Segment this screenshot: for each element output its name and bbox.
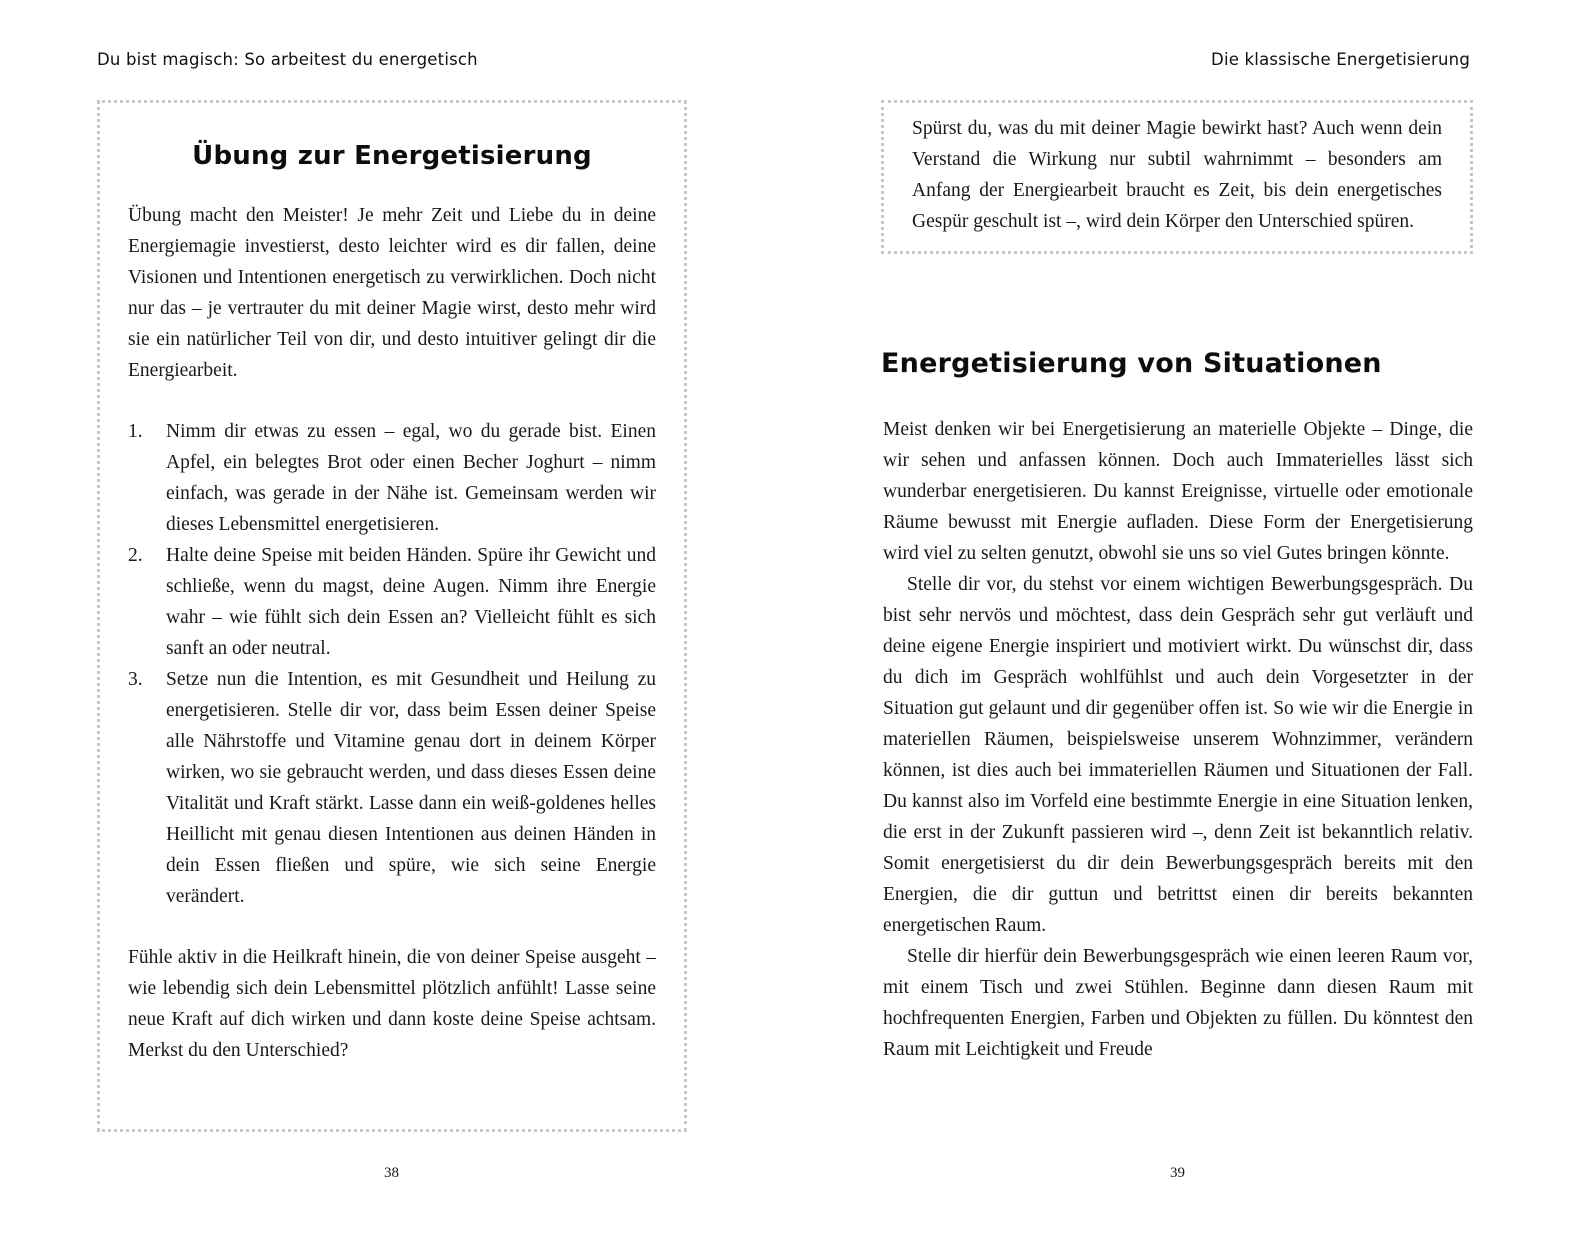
exercise-box — [97, 100, 687, 1132]
exercise-continuation-paragraph: Spürst du, was du mit deiner Magie bewirkt hast? Auch wenn dein Verstand die Wirkung nur subtil wahrnimmt – besonders am Anfang der Energiearbeit braucht es Zeit, bis dein energetisches Gespür geschult ist –, wird dein Körper den Unterschied spüren. — [912, 118, 1442, 232]
body-paragraph: Stelle dir vor, du stehst vor einem wichtigen Bewerbungsgespräch. Du bist sehr nervös und möchtest, dass dein Gespräch sehr gut verläuft und deine eigene Energie inspiriert und motiviert wirkt. Du wünschst dir, dass du dich im Gespräch wohlfühlst und auch dein Vorgesetzter in der Situation gut gelaunt und dir gegenüber offen ist. So wie wir die Energie in materiellen Räumen, beispielsweise unserem Wohnzimmer, verändern können, ist dies auch bei immateriellen Räumen und Situationen der Fall. Du kannst also im Vorfeld eine bestimmte Energie in eine Situation lenken, die erst in der Zukunft passieren wird –, denn Zeit ist bekanntlich relativ. Somit energetisierst du dir dein Bewerbungsgespräch bereits mit den Energien, die dir guttun und betrittst einen dir bereits bekannten energetischen Raum. — [883, 574, 1473, 936]
section-body — [883, 414, 1473, 1065]
running-head-left: Du bist magisch: So arbeitest du energetisch — [97, 50, 478, 69]
list-item — [128, 540, 656, 664]
list-item-text: Setze nun die Intention, es mit Gesundheit und Heilung zu energetisieren. Stelle dir vor, dass beim Essen deiner Speise alle Nährstoffe und Vitamine genau dort in deinem Körper wirken, wo sie gebraucht werden, und dass dieses Essen deine Vitalität und Kraft stärkt. Lasse dann ein weiß-goldenes helles Heillicht mit genau diesen Intentionen aus deinen Händen in dein Essen fließen und spüre, wie sich seine Energie verändert. — [166, 669, 656, 907]
page-number-left: 38 — [384, 1165, 399, 1181]
body-paragraph: Stelle dir hierfür dein Bewerbungsgespräch wie einen leeren Raum vor, mit einem Tisch und zwei Stühlen. Beginne dann diesen Raum mit hochfrequenten Energien, Farben und Objekten zu füllen. Du könntest den Raum mit Leichtigkeit und Freude — [883, 946, 1473, 1060]
exercise-box-title: Übung zur Energetisierung — [192, 141, 592, 171]
list-item-text: Nimm dir etwas zu essen – egal, wo du gerade bist. Einen Apfel, ein belegtes Brot oder einen Becher Joghurt – nimm einfach, was gerade in der Nähe ist. Gemeinsam werden wir dieses Lebensmittel energetisieren. — [166, 421, 656, 535]
section-title: Energetisierung von Situationen — [881, 348, 1382, 379]
list-item-number: 2. — [128, 545, 143, 566]
page-number-right: 39 — [1170, 1165, 1185, 1181]
exercise-box-continuation — [881, 100, 1473, 254]
list-item — [128, 416, 656, 540]
list-item-text: Halte deine Speise mit beiden Händen. Spüre ihr Gewicht und schließe, wenn du magst, deine Augen. Nimm ihre Energie wahr – wie fühlt sich dein Essen an? Vielleicht fühlt es sich sanft an oder neutral. — [166, 545, 656, 659]
body-paragraph: Meist denken wir bei Energetisierung an materielle Objekte – Dinge, die wir sehen und anfassen können. Doch auch Immaterielles lässt sich wunderbar energetisieren. Du kannst Ereignisse, virtuelle oder emotionale Räume bewusst mit Energie aufladen. Diese Form der Energetisierung wird viel zu selten genutzt, obwohl sie uns so viel Gutes bringen könnte. — [883, 419, 1473, 564]
exercise-steps-list — [128, 416, 656, 912]
exercise-intro-paragraph: Übung macht den Meister! Je mehr Zeit und Liebe du in deine Energiemagie investierst, desto leichter wird es dir fallen, deine Visionen und Intentionen energetisch zu verwirklichen. Doch nicht nur das – je vertrauter du mit deiner Magie wirst, desto mehr wird sie ein natürlicher Teil von dir, und desto intuitiver gelingt dir die Energiearbeit. — [128, 205, 656, 381]
list-item — [128, 664, 656, 912]
exercise-outro-paragraph: Fühle aktiv in die Heilkraft hinein, die von deiner Speise ausgeht – wie lebendig sich dein Lebensmittel plötzlich anfühlt! Lasse seine neue Kraft auf dich wirken und dann koste deine Speise achtsam. Merkst du den Unterschied? — [128, 947, 656, 1061]
list-item-number: 3. — [128, 669, 143, 690]
running-head-right: Die klassische Energetisierung — [1211, 50, 1470, 69]
list-item-number: 1. — [128, 421, 143, 442]
